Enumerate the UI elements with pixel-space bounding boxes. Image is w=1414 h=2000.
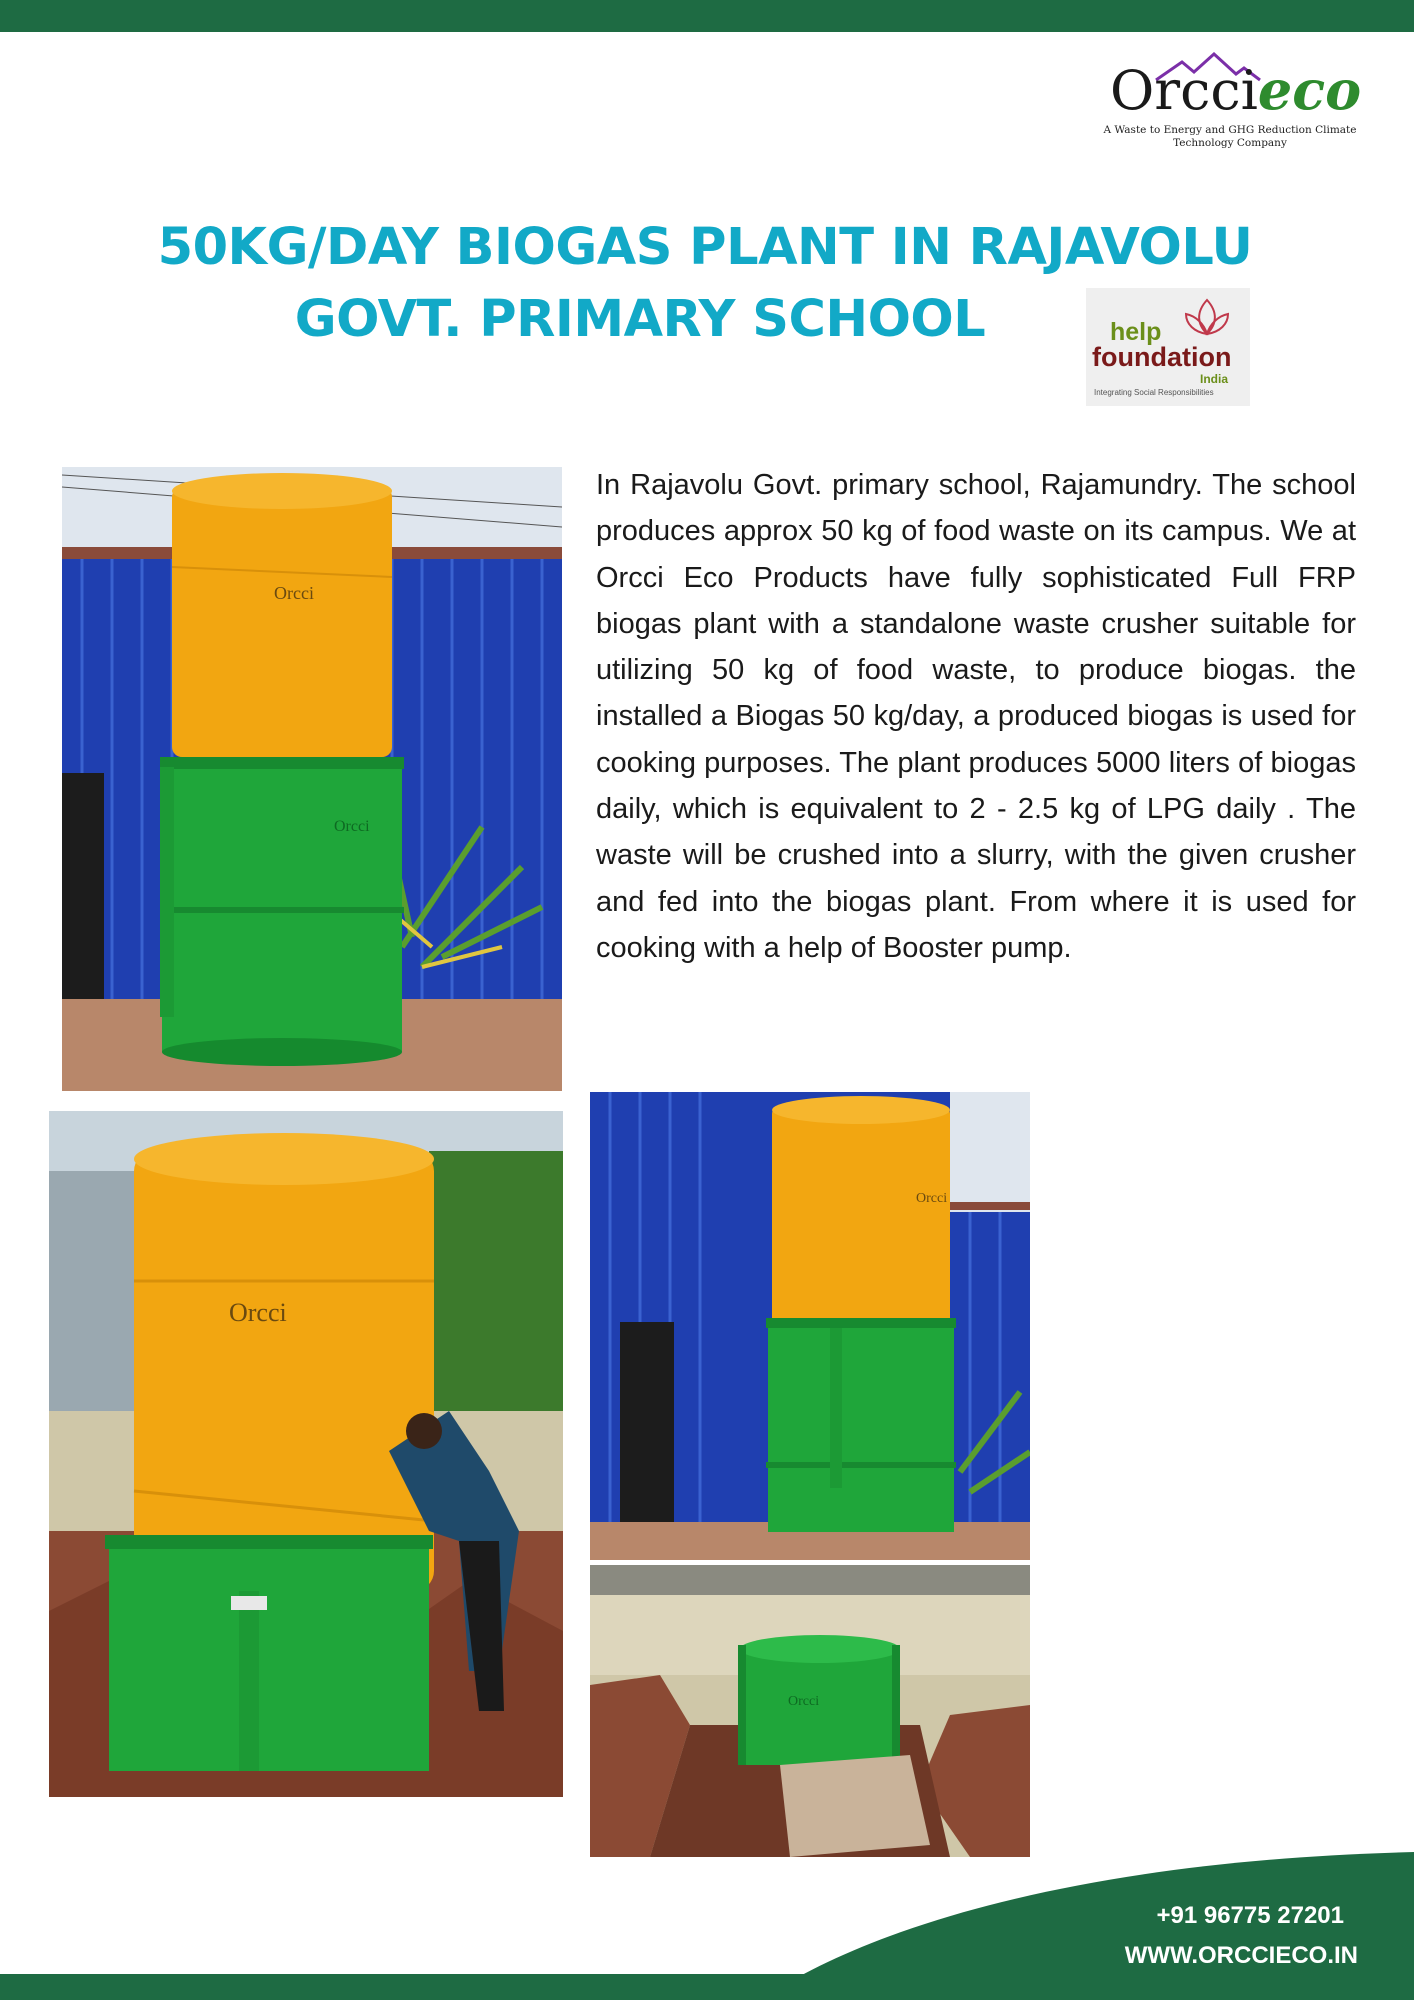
india-word: India (1200, 372, 1229, 386)
tank-brand-text-3: Orcci (229, 1298, 287, 1327)
title-line-1: 50KG/DAY BIOGAS PLANT IN RAJAVOLU (157, 218, 1253, 277)
tank-brand-text-4: Orcci (916, 1191, 948, 1206)
logo-tagline: A Waste to Energy and GHG Reduction Climate Technology Company (1103, 124, 1357, 149)
footer-contact (1125, 1896, 1358, 1976)
photo-biogas-plant-side (590, 1092, 1030, 1560)
title-line-2: GOVT. PRIMARY SCHOOL (294, 290, 986, 349)
footer-website: WWW.ORCCIECO.IN (1124, 1942, 1358, 1969)
help-word: help (1110, 318, 1162, 346)
logo-eco-text: eco (1257, 58, 1362, 122)
logo-orcci-text: Orcci (1110, 59, 1258, 122)
description-paragraph: In Rajavolu Govt. primary school, Rajamundry. The school produces approx 50 kg of food waste on its campus. We at Orcci Eco Products have fully sophisticated Full FRP biogas plant with a standalone waste crusher suitable for utilizing 50 kg of food waste, to produce biogas. the installed a Biogas 50 kg/day, a produced biogas is used for cooking purposes. The plant produces 5000 liters of biogas daily, which is equivalent to 2 - 2.5 kg of LPG daily . The waste will be crushed into a slurry, with the given crusher and fed into the biogas plant. From where it is used for cooking with a help of Booster pump. (596, 469, 1356, 964)
help-foundation-logo (1086, 288, 1250, 406)
top-color-bar (0, 0, 1414, 32)
footer-phone: +91 96775 27201 (1156, 1902, 1344, 1929)
foundation-word: foundation (1092, 342, 1232, 372)
tank-brand-text-1: Orcci (274, 583, 314, 603)
orcci-eco-logo (1100, 52, 1360, 162)
bottom-color-bar (0, 1974, 1414, 2000)
photo-biogas-plant-shed (62, 467, 562, 1091)
help-foundation-tagline: Integrating Social Responsibilities (1094, 388, 1214, 397)
lotus-icon (1182, 294, 1232, 344)
photo-installation-worker (49, 1111, 563, 1797)
tank-brand-text-5: Orcci (788, 1694, 820, 1709)
photo-buried-digester (590, 1565, 1030, 1857)
tank-brand-text-2: Orcci (334, 818, 370, 835)
